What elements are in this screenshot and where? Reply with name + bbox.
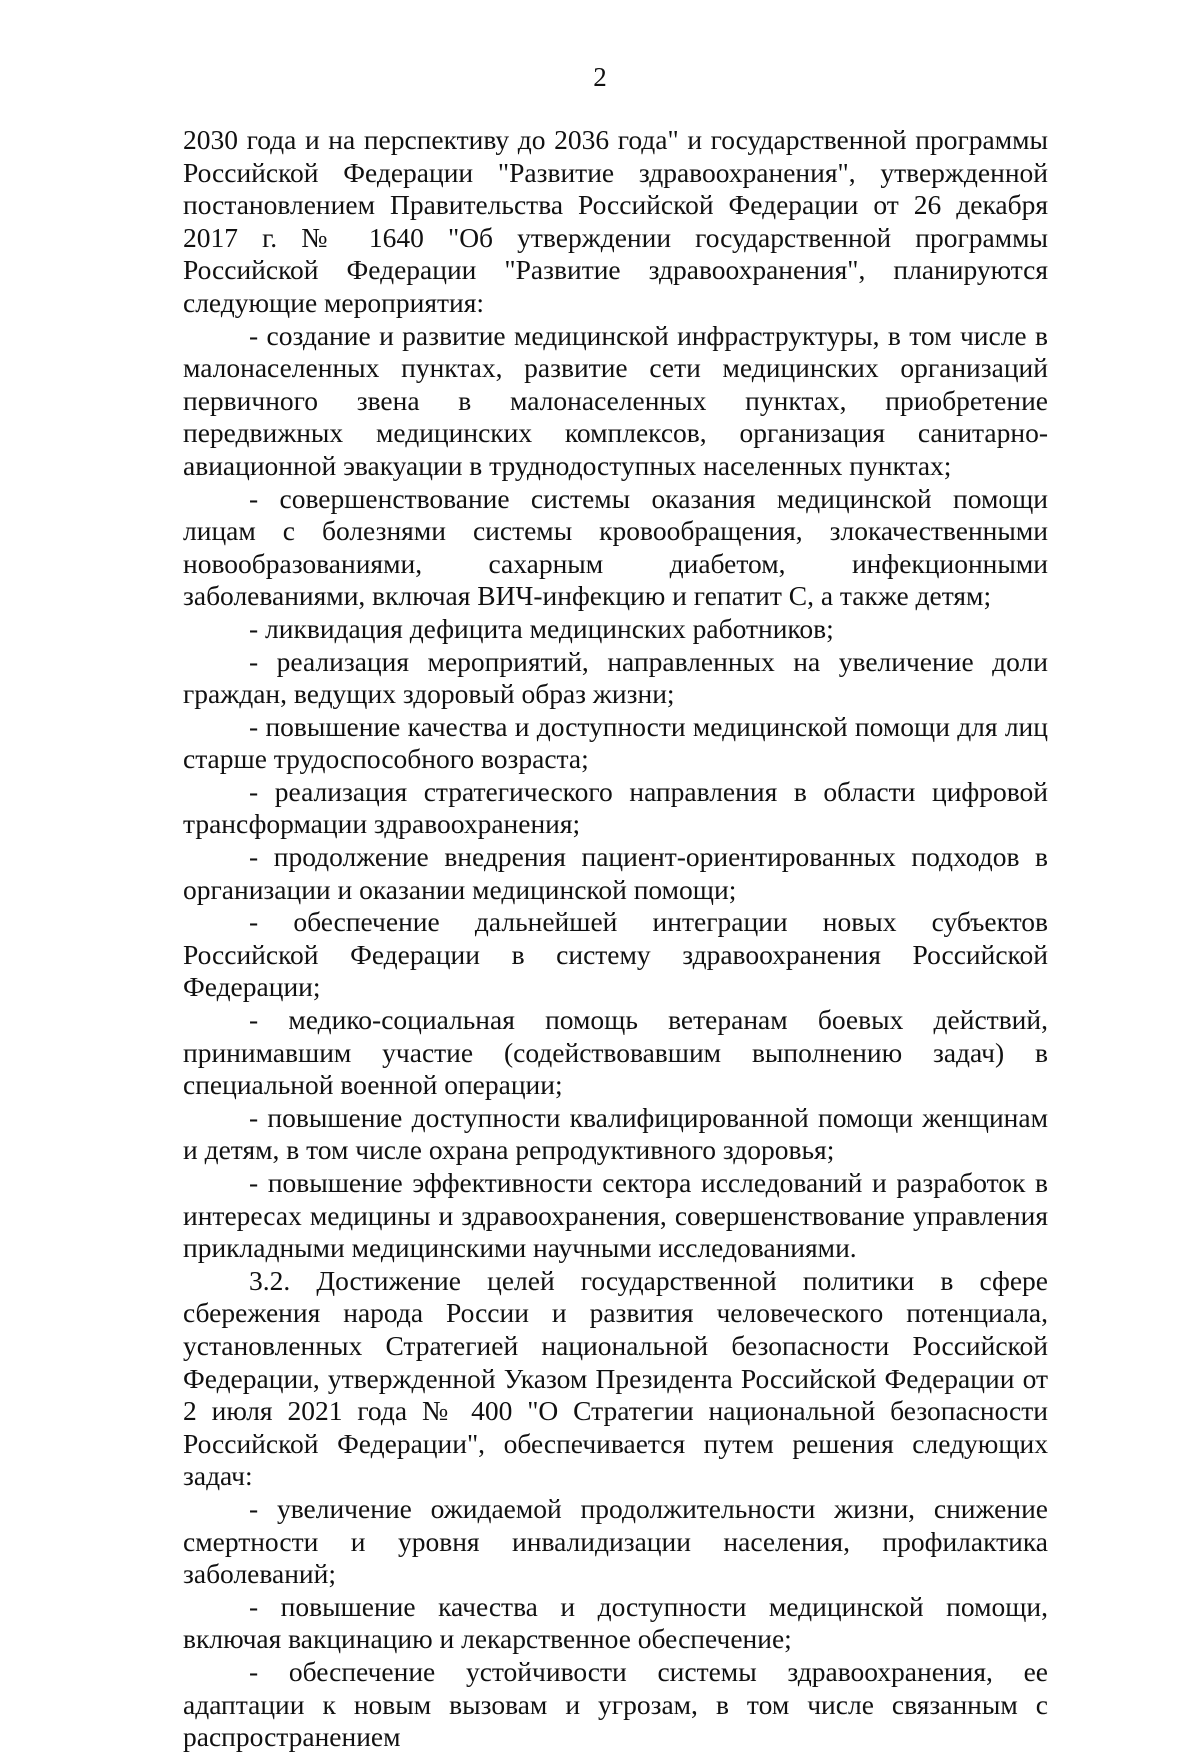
list-item: - увеличение ожидаемой продолжительности жизни, снижение смертности и уровня инвалидизации населения, профилактика заболеваний; xyxy=(183,1492,1048,1590)
section-paragraph-3-2: 3.2. Достижение целей государственной политики в сфере сбережения народа России и развития человеческого потенциала, установленных Стратегией национальной безопасности Российской Федерации, утвержденной Указом Президента Российской Федерации от 2 июля 2021 года № 400 "О Стратегии национальной безопасности Российской Федерации", обеспечивается путем решения следующих задач: xyxy=(183,1264,1048,1492)
list-item: - повышение качества и доступности медицинской помощи для лиц старше трудоспособного возраста; xyxy=(183,710,1048,775)
list-item: - обеспечение устойчивости системы здравоохранения, ее адаптации к новым вызовам и угрозам, в том числе связанным с распространением xyxy=(183,1655,1048,1753)
list-item: - совершенствование системы оказания медицинской помощи лицам с болезнями системы кровообращения, злокачественными новообразованиями, сахарным диабетом, инфекционными заболеваниями, включая ВИЧ-инфекцию и гепатит С, а также детям; xyxy=(183,482,1048,612)
page-number: 2 xyxy=(593,62,607,92)
list-item: - продолжение внедрения пациент-ориентированных подходов в организации и оказании медицинской помощи; xyxy=(183,841,1048,905)
body-text xyxy=(183,124,1048,1754)
list-item: - медико-социальная помощь ветеранам боевых действий, принимавшим участие (содействовавшим выполнению задач) в специальной военной операции; xyxy=(183,1004,1048,1101)
list-item: - повышение качества и доступности медицинской помощи, включая вакцинацию и лекарственное обеспечение; xyxy=(183,1590,1048,1655)
list-item: - повышение доступности квалифицированной помощи женщинам и детям, в том числе охрана репродуктивного здоровья; xyxy=(183,1101,1048,1166)
list-item: - реализация стратегического направления в области цифровой трансформации здравоохранения; xyxy=(183,775,1048,840)
list-item: - обеспечение дальнейшей интеграции новых субъектов Российской Федерации в систему здравоохранения Российской Федерации; xyxy=(183,906,1048,1003)
list-item: - создание и развитие медицинской инфраструктуры, в том числе в малонаселенных пунктах, развитие сети медицинских организаций первичного звена в малонаселенных пунктах, приобретение передвижных медицинских комплексов, организация санитарно-авиационной эвакуации в труднодоступных населенных пунктах; xyxy=(183,319,1048,481)
list-item: - повышение эффективности сектора исследований и разработок в интересах медицины и здравоохранения, совершенствование управления прикладными медицинскими научными исследованиями. xyxy=(183,1167,1048,1264)
list-item: - реализация мероприятий, направленных на увеличение доли граждан, ведущих здоровый образ жизни; xyxy=(183,645,1048,710)
paragraph-intro-continuation: 2030 года и на перспективу до 2036 года" и государственной программы Российской Федерации "Развитие здравоохранения", утвержденной постановлением Правительства Российской Федерации от 26 декабря 2017 г. № 1640 "Об утверждении государственной программы Российской Федерации "Развитие здравоохранения", планируются следующие мероприятия: xyxy=(183,124,1048,318)
list-item: - ликвидация дефицита медицинских работников; xyxy=(249,612,834,644)
